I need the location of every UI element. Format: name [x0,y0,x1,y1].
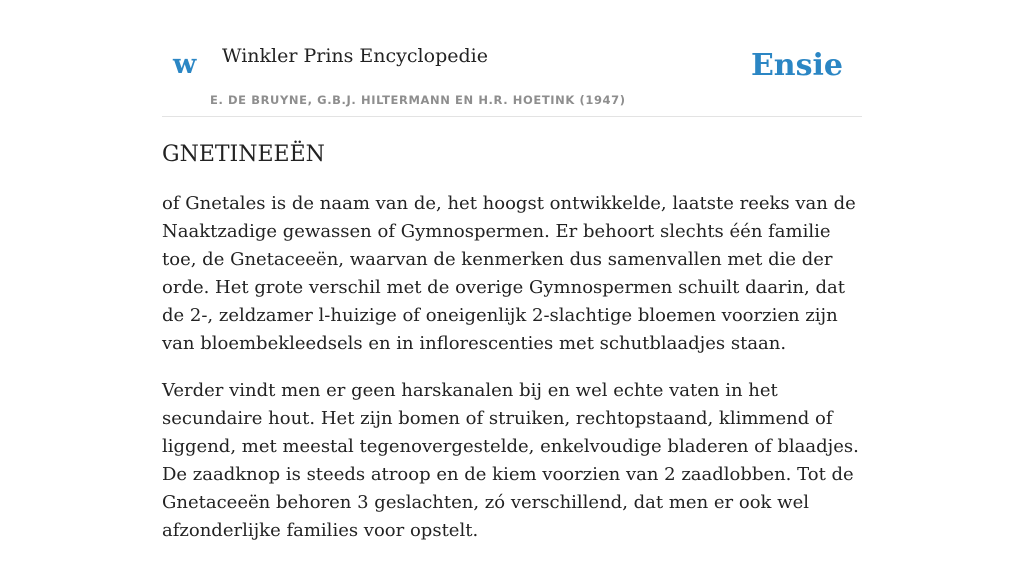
encyclopedia-authors: E. DE BRUYNE, G.B.J. HILTERMANN EN H.R. HOETINK (1947) [210,93,626,107]
article [162,140,862,564]
article-title: GNETINEEËN [162,142,325,167]
encyclopedia-logo[interactable]: w [173,49,197,80]
ensie-brand-logo[interactable]: Ensie [750,48,843,83]
header [162,0,862,117]
article-paragraph: of Gnetales is de naam van de, het hoogst ontwikkelde, laatste reeks van de Naaktzadige gewassen of Gymnospermen. Er behoort slechts één familie toe, de Gnetaceeën, waarvan de kenmerken dus samenvallen met die der orde. Het grote verschil met de overige Gymnospermen schuilt daarin, dat de 2-, zeldzamer l-huizige of oneigenlijk 2-slachtige bloemen voorzien zijn van bloembekleedsels en in inflorescenties met schutblaadjes staan. [162,193,856,354]
encyclopedia-title[interactable]: Winkler Prins Encyclopedie [222,45,488,67]
article-paragraph: Verder vindt men er geen harskanalen bij en wel echte vaten in het secundaire hout. Het zijn bomen of struiken, rechtopstaand, klimmend of liggend, met meestal tegenovergestelde, enkelvoudige bladeren of blaadjes. De zaadknop is steeds atroop en de kiem voorzien van 2 zaadlobben. Tot de Gnetaceeën behoren 3 geslachten, zó verschillend, dat men er ook wel afzonderlijke families voor opstelt. [162,380,859,541]
